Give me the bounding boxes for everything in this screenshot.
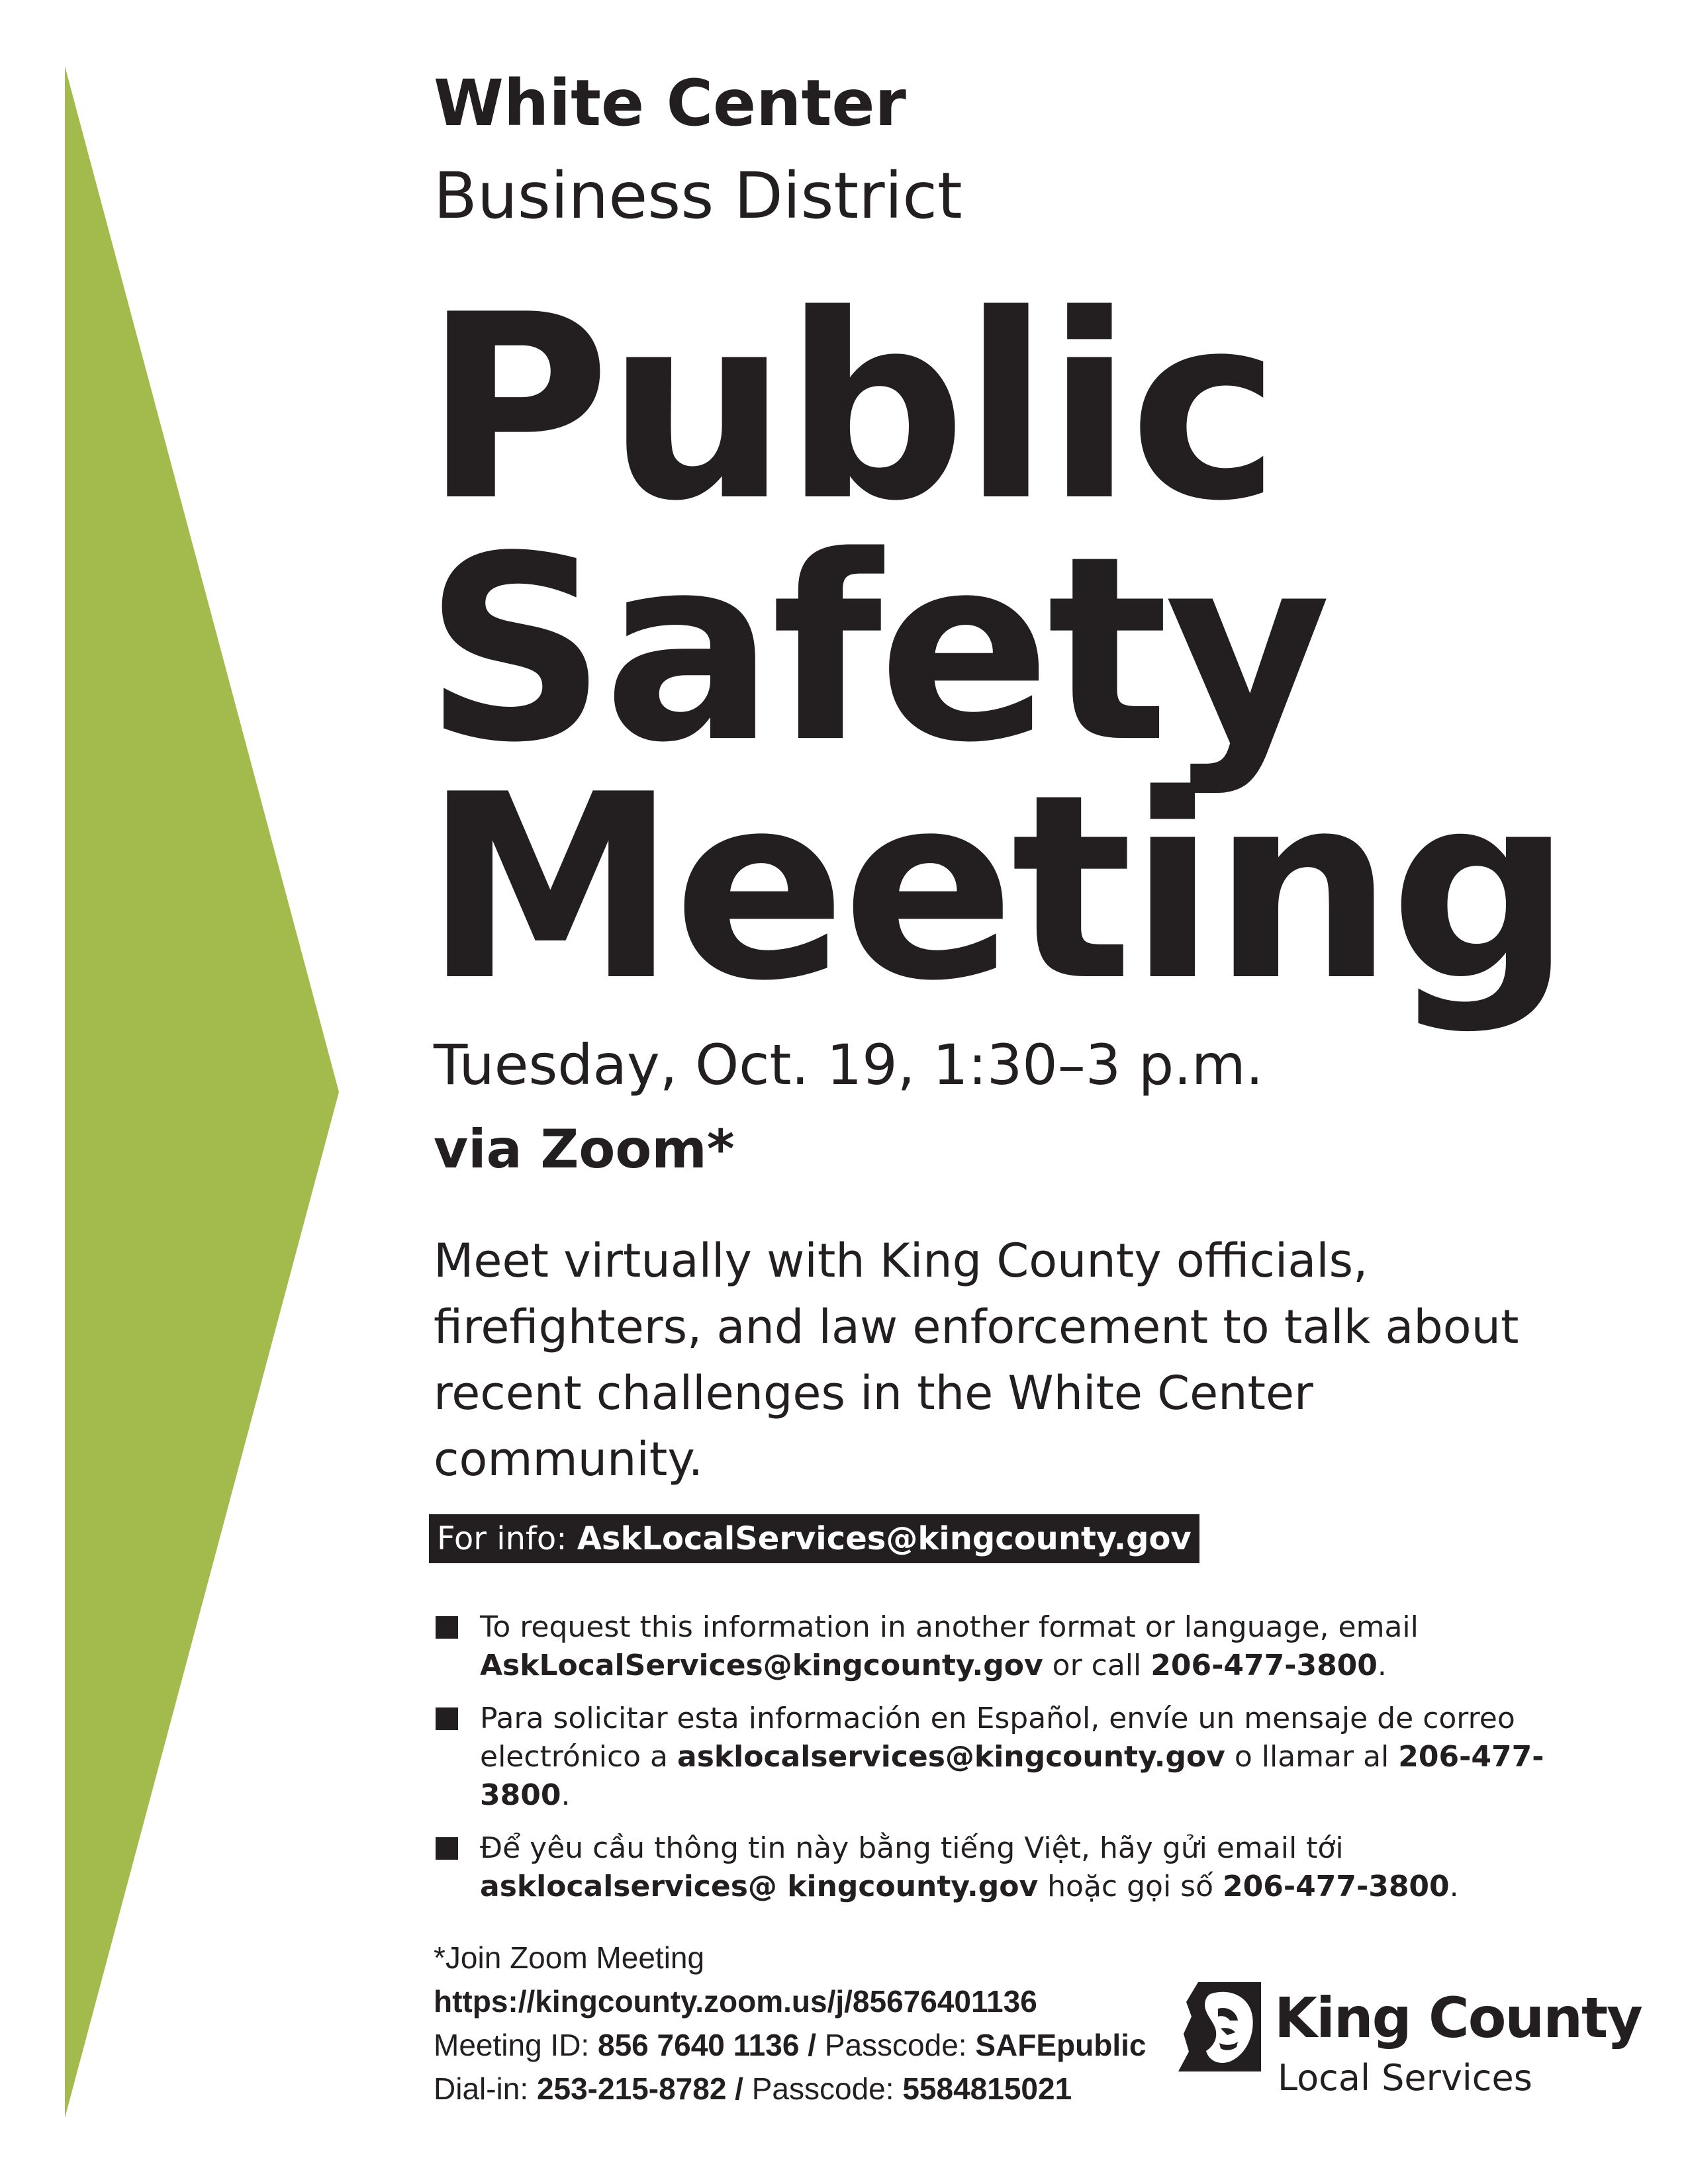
king-county-wordmark: King County [1274, 1985, 1642, 2050]
note-spanish [434, 1700, 1625, 1815]
dialin-number[interactable]: 253-215-8782 / [536, 2071, 743, 2106]
note-phone[interactable]: 206-477-3800 [480, 1740, 1544, 1812]
note-email-link[interactable]: AskLocalServices@kingcounty.gov [480, 1649, 1043, 1682]
meeting-id-label: Meeting ID: [434, 2028, 598, 2062]
passcode-label: Passcode: [816, 2028, 976, 2062]
info-email-link[interactable]: AskLocalServices@kingcounty.gov [577, 1520, 1192, 1557]
note-vietnamese [434, 1829, 1625, 1906]
note-text: . [1377, 1649, 1387, 1682]
passcode-value: SAFEpublic [975, 2028, 1147, 2062]
note-text: hoặc gọi số [1038, 1870, 1223, 1903]
note-phone[interactable]: 206-477-3800 [1222, 1870, 1450, 1903]
event-description: Meet virtually with King County officials, firefighters, and law enforcement to talk about recent challenges in the White Center community. [434, 1234, 1519, 1486]
note-email-link[interactable]: asklocalservices@ kingcounty.gov [480, 1870, 1039, 1903]
note-text: . [561, 1778, 571, 1812]
zoom-meeting-id-line [434, 2023, 1146, 2067]
dialin-passcode-label: Passcode: [743, 2071, 903, 2106]
square-bullet-icon [436, 1707, 458, 1730]
event-platform: via Zoom* [434, 1118, 735, 1180]
event-date-time: Tuesday, Oct. 19, 1:30–3 p.m. [434, 1032, 1264, 1097]
headline-meeting: Meeting [424, 740, 1569, 1036]
note-text: To request this information in another format or language, email [480, 1610, 1419, 1644]
district-name-line2: Business District [434, 159, 962, 233]
square-bullet-icon [436, 1837, 458, 1860]
note-text: or call [1043, 1649, 1151, 1682]
king-county-mlk-logo-icon [1172, 1982, 1261, 2071]
note-email-link[interactable]: asklocalservices@kingcounty.gov [677, 1740, 1225, 1774]
note-phone[interactable]: 206-477-3800 [1150, 1649, 1378, 1682]
zoom-dialin-line [434, 2067, 1146, 2111]
note-text: o llamar al [1225, 1740, 1399, 1774]
local-services-wordmark: Local Services [1278, 2057, 1532, 2099]
dialin-passcode-value: 5584815021 [902, 2071, 1072, 2106]
headline-public: Public [424, 260, 1277, 557]
note-text: Para solicitar esta información en Español, envíe un mensaje de correo electrónico a [480, 1702, 1515, 1774]
square-bullet-icon [436, 1616, 458, 1639]
meeting-id-value: 856 7640 1136 / [598, 2028, 816, 2062]
zoom-url-link[interactable]: https://kingcounty.zoom.us/j/85676401136 [434, 1984, 1037, 2019]
zoom-details [434, 1936, 1146, 2111]
note-text: Để yêu cầu thông tin này bằng tiếng Việt, hãy gửi email tới [480, 1831, 1344, 1865]
note-text: . [1449, 1870, 1459, 1903]
dialin-label: Dial-in: [434, 2071, 537, 2106]
info-banner [429, 1514, 1199, 1563]
district-name-line1: White Center [434, 66, 906, 140]
info-label: For info: [437, 1520, 577, 1557]
note-english [434, 1608, 1625, 1685]
language-access-notes [434, 1608, 1625, 1921]
headline-safety: Safety [424, 502, 1327, 798]
zoom-heading: *Join Zoom Meeting [434, 1940, 705, 1975]
